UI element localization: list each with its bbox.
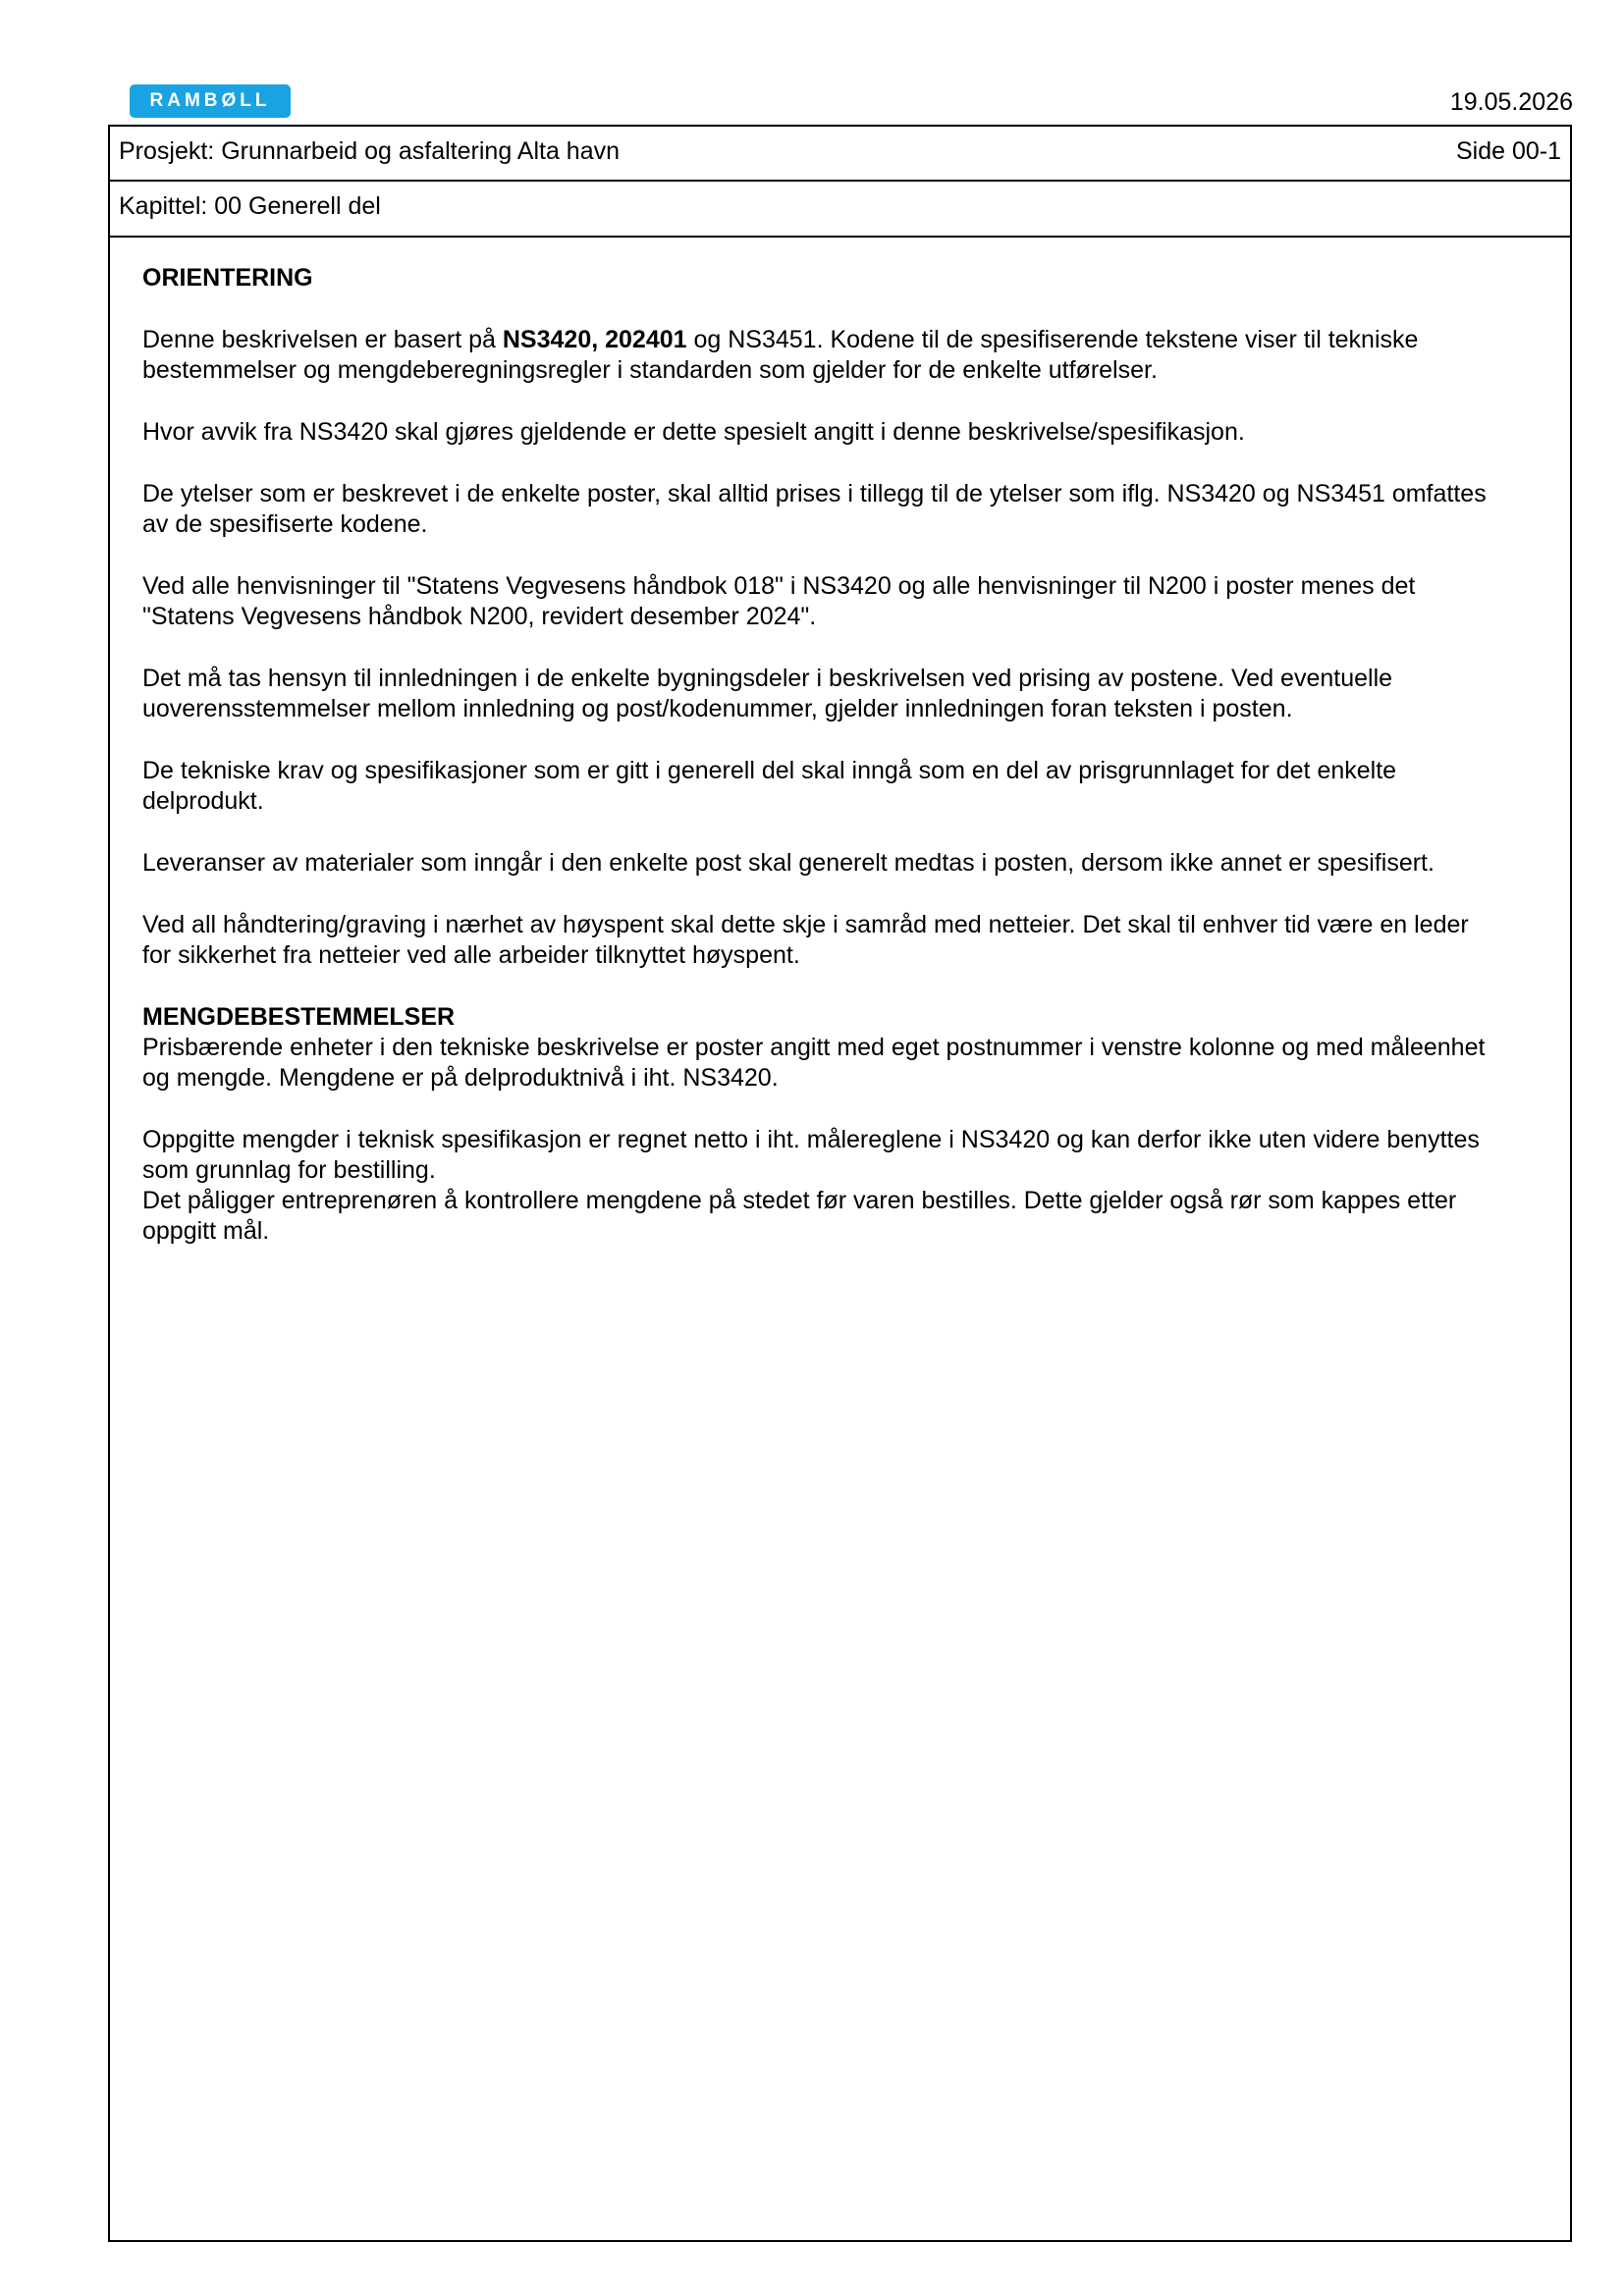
document-body xyxy=(142,263,1488,1278)
paragraph-deliveries: Leveranser av materialer som inngår i den enkelte post skal generelt medtas i posten, dersom ikke annet er spesifisert. xyxy=(142,849,1435,877)
project-title: Prosjekt: Grunnarbeid og asfaltering Alta havn xyxy=(119,137,621,165)
company-logo xyxy=(130,84,291,118)
paragraph-pricing: De ytelser som er beskrevet i de enkelte poster, skal alltid prises i tillegg til de ytelser som iflg. NS3420 og NS3451 omfattes av de spesifiserte kodene. xyxy=(142,480,1487,538)
document-date: 19.05.2026 xyxy=(1449,88,1573,116)
section-heading-orientering: ORIENTERING xyxy=(142,264,313,292)
project-row xyxy=(110,127,1570,182)
standard-reference: NS3420, 202401 xyxy=(502,326,687,353)
chapter-row xyxy=(110,182,1570,238)
section-heading-mengdebestemmelser: MENGDEBESTEMMELSER xyxy=(142,1003,456,1031)
paragraph-high-voltage: Ved all håndtering/graving i nærhet av høyspent skal dette skje i samråd med netteier. Det skal til enhver tid være en leder for sikkerhet fra netteier ved alle arbeider tilknyttet høyspent. xyxy=(142,911,1469,969)
paragraph-introductions: Det må tas hensyn til innledningen i de enkelte bygningsdeler i beskrivelsen ved prising av postene. Ved eventuelle uoverensstemmelser mellom innledning og post/kodenummer, gjelder innledningen foran teksten i posten. xyxy=(142,665,1393,722)
paragraph-basis: Denne beskrivelsen er basert på NS3420, 202401 og NS3451. Kodene til de spesifiserende tekstene viser til tekniske bestemmelser og mengdeberegningsregler i standarden som gjelder for de enkelte utførelser. xyxy=(142,326,1419,384)
paragraph-units: Prisbærende enheter i den tekniske beskrivelse er poster angitt med eget postnummer i venstre kolonne og med måleenhet og mengde. Mengdene er på delproduktnivå i iht. NS3420. xyxy=(142,1034,1486,1092)
logo-text: RAMBØLL xyxy=(149,90,271,111)
paragraph-contractor: Det påligger entreprenøren å kontrollere mengdene på stedet før varen bestilles. Dette gjelder også rør som kappes etter oppgitt mål. xyxy=(142,1187,1457,1245)
paragraph-quantities: Oppgitte mengder i teknisk spesifikasjon er regnet netto i iht. målereglene i NS3420 og kan derfor ikke uten videre benyttes som grunnlag for bestilling. xyxy=(142,1126,1480,1184)
paragraph-deviations: Hvor avvik fra NS3420 skal gjøres gjeldende er dette spesielt angitt i denne beskrivelse/spesifikasjon. xyxy=(142,418,1245,446)
chapter-title: Kapittel: 00 Generell del xyxy=(119,192,381,220)
page-number: Side 00-1 xyxy=(1455,137,1561,165)
paragraph-requirements: De tekniske krav og spesifikasjoner som er gitt i generell del skal inngå som en del av prisgrunnlaget for det enkelte delprodukt. xyxy=(142,757,1397,815)
paragraph-references: Ved alle henvisninger til "Statens Vegvesens håndbok 018" i NS3420 og alle henvisninger til N200 i poster menes det "Statens Vegvesens håndbok N200, revidert desember 2024". xyxy=(142,572,1416,630)
